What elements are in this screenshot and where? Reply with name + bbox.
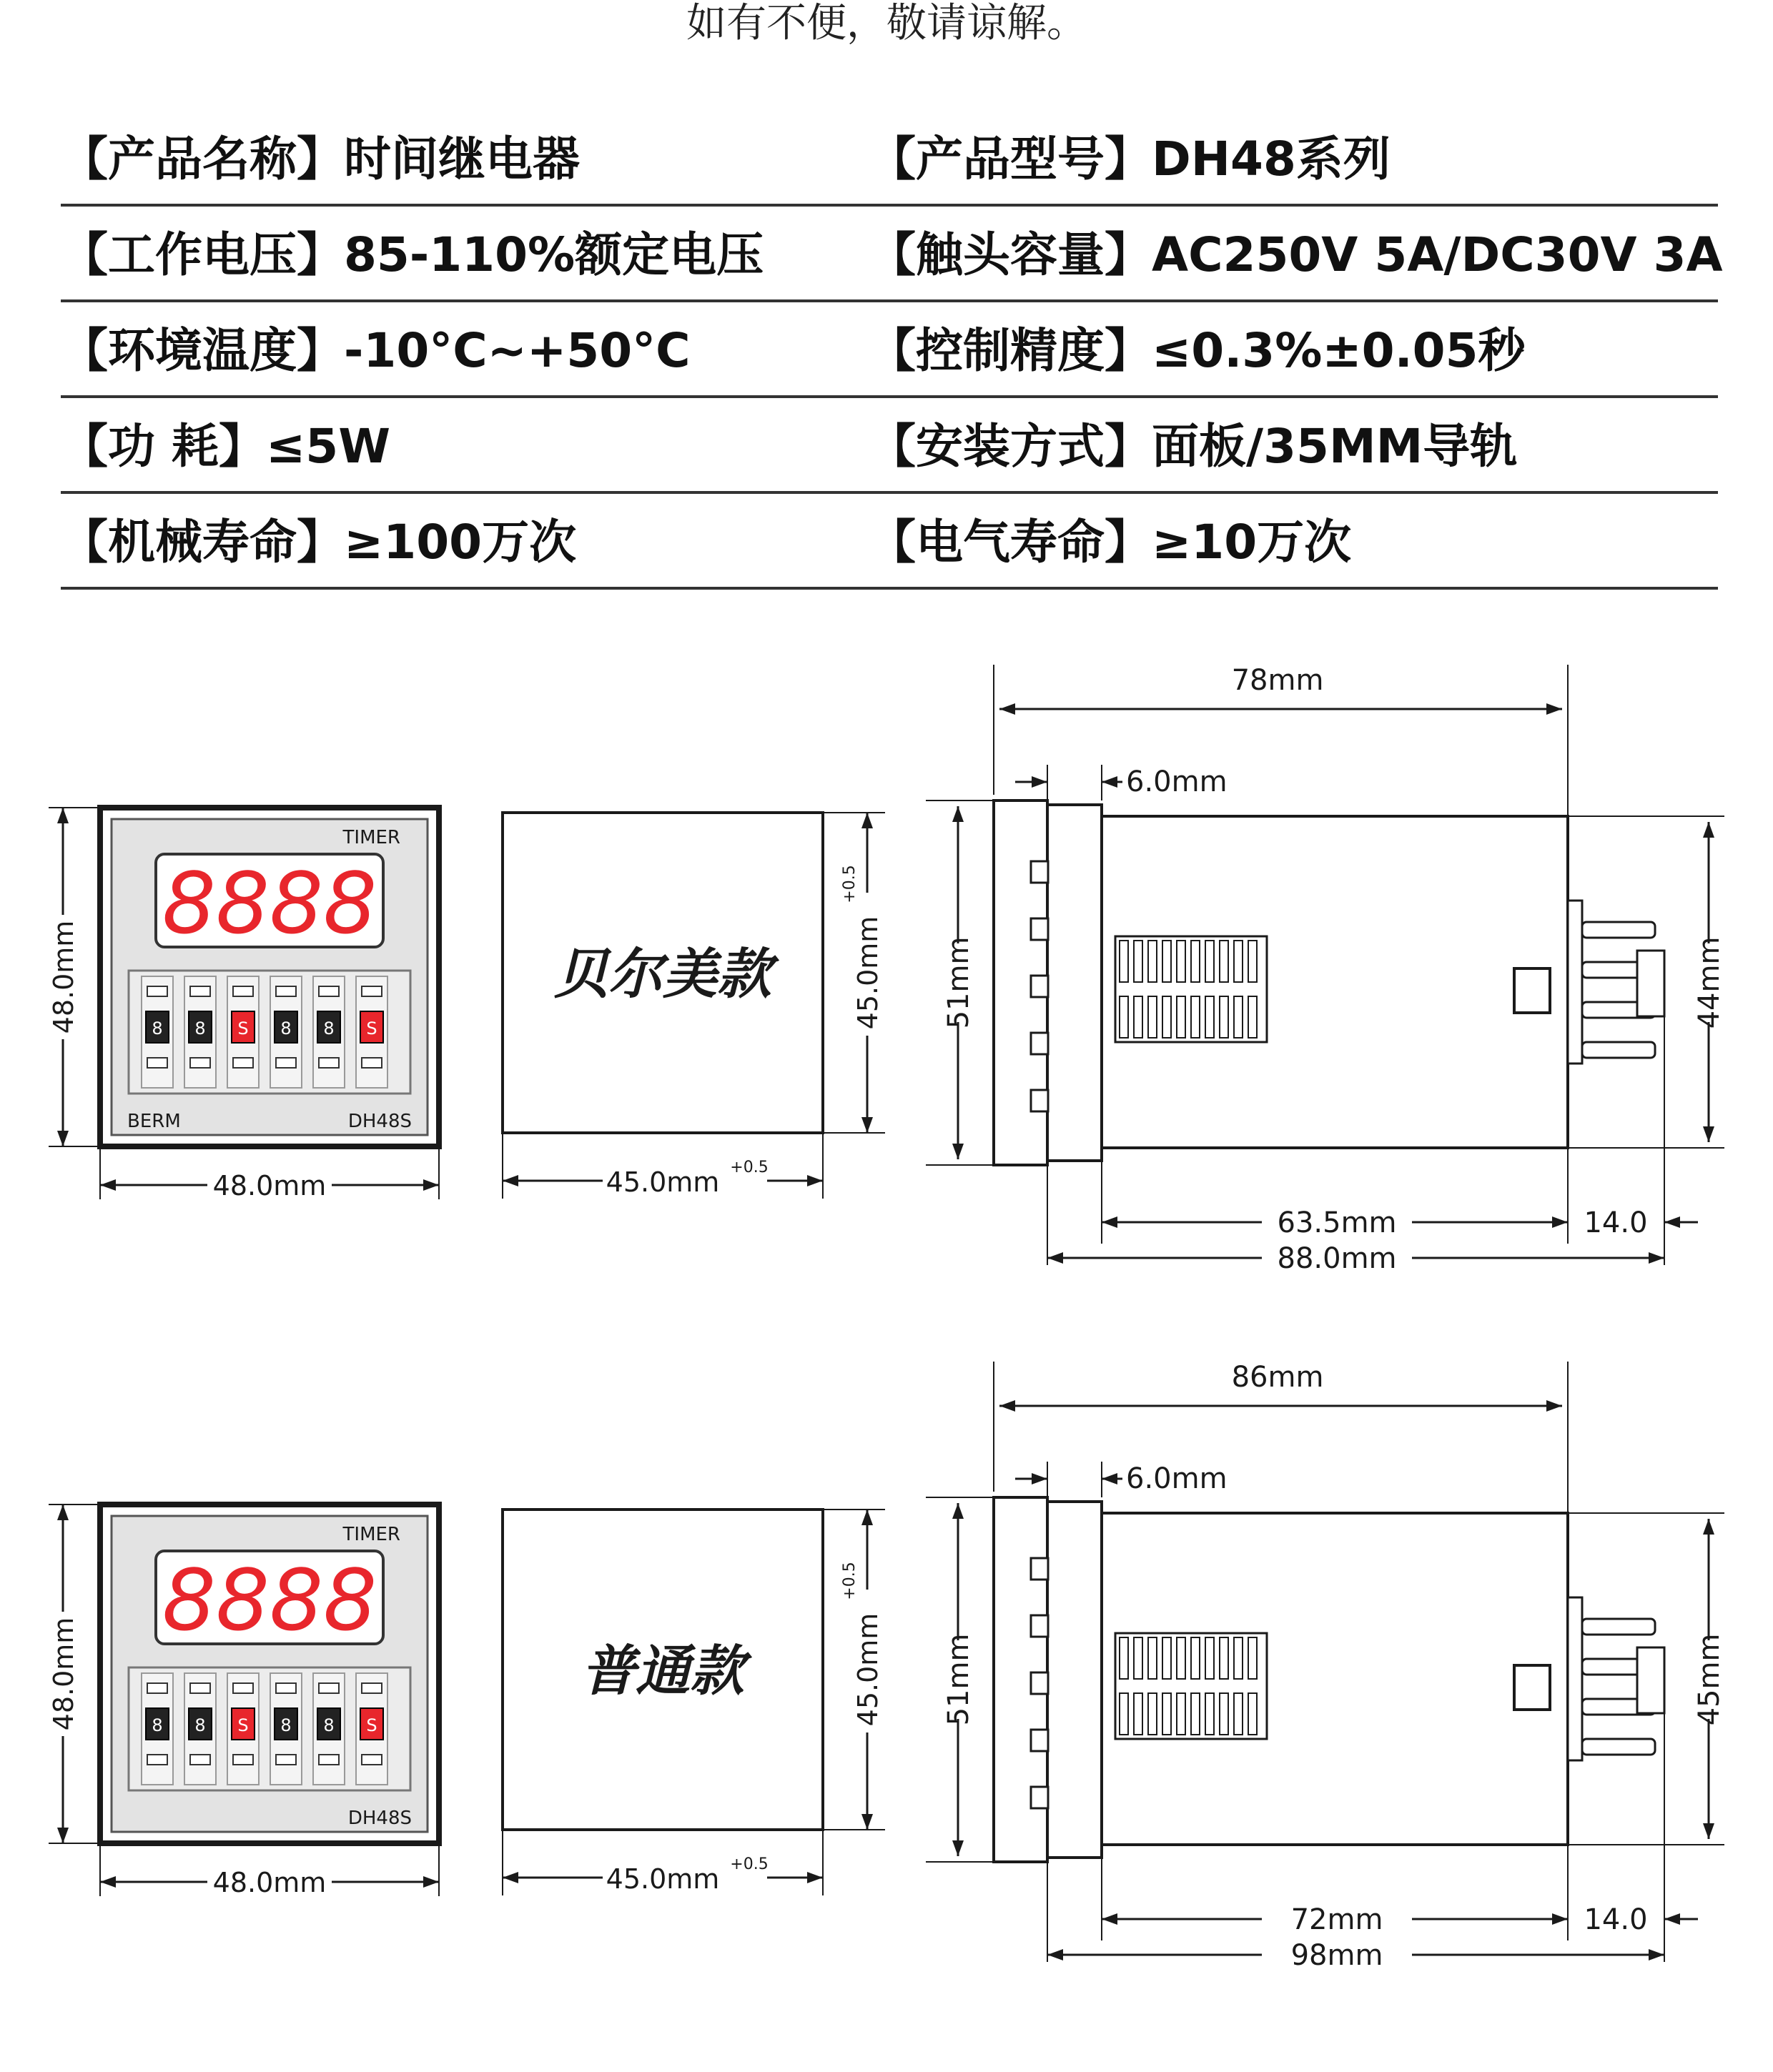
spec-cell bbox=[61, 512, 576, 572]
vent-slot bbox=[1162, 1693, 1171, 1735]
spec-label: 【安装方式】 bbox=[869, 419, 1152, 474]
vent-slot bbox=[1162, 996, 1171, 1038]
spec-value: DH48系列 bbox=[1152, 132, 1391, 187]
vent-slot bbox=[1134, 941, 1142, 982]
arrow-head bbox=[999, 703, 1015, 715]
spec-row bbox=[61, 207, 1723, 302]
vent-slot bbox=[1120, 941, 1128, 982]
up-button bbox=[362, 1683, 382, 1693]
side-pin-label: 14.0 bbox=[1584, 1903, 1648, 1936]
spec-value: -10°C~+50°C bbox=[344, 323, 691, 378]
arrow-head bbox=[1047, 1949, 1063, 1961]
digit-value: 8 bbox=[323, 1018, 335, 1039]
arrow-head bbox=[952, 1144, 964, 1159]
vent-slot bbox=[1248, 1693, 1257, 1735]
vent-slot bbox=[1177, 996, 1185, 1038]
cutout-width-label: 45.0mm bbox=[606, 1863, 720, 1895]
model-label: DH48S bbox=[347, 1111, 412, 1132]
arrow-head bbox=[423, 1179, 439, 1191]
arrow-head bbox=[57, 1505, 69, 1520]
arrow-head bbox=[1703, 1126, 1714, 1142]
up-button bbox=[233, 986, 253, 996]
digit-value: 8 bbox=[280, 1018, 292, 1039]
vent-slot bbox=[1120, 996, 1128, 1038]
spec-cell bbox=[61, 225, 764, 285]
up-button bbox=[147, 986, 167, 996]
spec-value: AC250V 5A/DC30V 3A bbox=[1152, 227, 1723, 282]
up-button bbox=[276, 986, 296, 996]
side-flange-label: 6.0mm bbox=[1126, 1462, 1228, 1495]
digit-value: 8 bbox=[194, 1018, 206, 1039]
brand-logo: BERM bbox=[127, 1111, 181, 1132]
down-button bbox=[362, 1058, 382, 1068]
down-button bbox=[362, 1755, 382, 1765]
spec-cell bbox=[61, 417, 390, 477]
arrow-head bbox=[503, 1175, 518, 1186]
vent-slot bbox=[1191, 1637, 1200, 1679]
side-total-label: 78mm bbox=[1231, 664, 1324, 697]
digit-value: S bbox=[366, 1715, 377, 1735]
clip-tab bbox=[1031, 1615, 1048, 1637]
spec-row bbox=[61, 398, 1718, 494]
arrow-head bbox=[1552, 1216, 1568, 1228]
down-button bbox=[233, 1755, 253, 1765]
down-button bbox=[319, 1755, 339, 1765]
digit-value: 8 bbox=[152, 1715, 163, 1735]
arrow-head bbox=[807, 1175, 823, 1186]
digit-value: 8 bbox=[152, 1018, 163, 1039]
vent-slot bbox=[1220, 1693, 1228, 1735]
digit-value: S bbox=[237, 1018, 249, 1039]
down-button bbox=[276, 1058, 296, 1068]
drawing-svg bbox=[0, 1340, 1773, 2069]
arrow-head bbox=[1649, 1252, 1664, 1264]
side-clamp bbox=[1047, 805, 1102, 1161]
arrow-head bbox=[1649, 1949, 1664, 1961]
arrow-head bbox=[1032, 1473, 1047, 1484]
display-digits: 8888 bbox=[162, 1551, 377, 1650]
spec-table bbox=[61, 111, 1723, 590]
side-left-height-label: 51mm bbox=[942, 1633, 975, 1726]
clip-tab bbox=[1031, 861, 1048, 883]
vent-slot bbox=[1248, 996, 1257, 1038]
spec-label: 【电气寿命】 bbox=[869, 515, 1152, 570]
pin-key bbox=[1637, 951, 1664, 1016]
cutout-height-label: 45.0mm bbox=[852, 916, 884, 1030]
up-button bbox=[319, 1683, 339, 1693]
clip-tab bbox=[1031, 918, 1048, 940]
vent-slot bbox=[1148, 1637, 1157, 1679]
vent-slot bbox=[1177, 941, 1185, 982]
arrow-head bbox=[861, 1117, 873, 1133]
arrow-head bbox=[952, 806, 964, 822]
side-flange-label: 6.0mm bbox=[1126, 765, 1228, 798]
spec-label: 【环境温度】 bbox=[61, 323, 344, 378]
spec-label: 【产品型号】 bbox=[869, 132, 1152, 187]
arrow-head bbox=[423, 1876, 439, 1888]
vent-slot bbox=[1248, 1637, 1257, 1679]
digit-value: 8 bbox=[280, 1715, 292, 1735]
arrow-head bbox=[807, 1872, 823, 1883]
up-button bbox=[276, 1683, 296, 1693]
spec-row bbox=[61, 302, 1718, 398]
vent-slot bbox=[1177, 1693, 1185, 1735]
vent-slot bbox=[1220, 941, 1228, 982]
digit-value: S bbox=[237, 1715, 249, 1735]
vent-slot bbox=[1205, 1637, 1214, 1679]
spec-cell bbox=[869, 225, 1723, 285]
arrow-head bbox=[100, 1876, 116, 1888]
front-height-label: 48.0mm bbox=[48, 920, 79, 1034]
spec-value: ≥100万次 bbox=[344, 515, 577, 570]
side-window bbox=[1514, 968, 1550, 1013]
vent-slot bbox=[1191, 941, 1200, 982]
arrow-head bbox=[1047, 1252, 1063, 1264]
side-overall-label: 88.0mm bbox=[1277, 1242, 1397, 1275]
vent-slot bbox=[1134, 1693, 1142, 1735]
cutout-width-tolerance: +0.5 bbox=[730, 1855, 769, 1873]
cutout-height-tolerance: +0.5 bbox=[841, 1562, 859, 1600]
timer-label: TIMER bbox=[342, 827, 400, 848]
arrow-head bbox=[861, 1510, 873, 1525]
front-width-label: 48.0mm bbox=[212, 1170, 327, 1201]
display-digits: 8888 bbox=[162, 854, 377, 953]
vent-slot bbox=[1134, 996, 1142, 1038]
arrow-head bbox=[1032, 776, 1047, 788]
spec-label: 【控制精度】 bbox=[869, 323, 1152, 378]
spec-row bbox=[61, 494, 1718, 590]
up-button bbox=[190, 1683, 210, 1693]
arrow-head bbox=[1102, 1216, 1117, 1228]
vent-slot bbox=[1191, 996, 1200, 1038]
clip-tab bbox=[1031, 1672, 1048, 1694]
spec-row bbox=[61, 111, 1718, 207]
vent-slot bbox=[1177, 1637, 1185, 1679]
vent-slot bbox=[1220, 1637, 1228, 1679]
arrow-head bbox=[503, 1872, 518, 1883]
vent-slot bbox=[1220, 996, 1228, 1038]
cutout-title: 普通款 bbox=[581, 1639, 744, 1702]
vent-slot bbox=[1248, 941, 1257, 982]
clip-tab bbox=[1031, 1558, 1048, 1580]
front-height-label: 48.0mm bbox=[48, 1617, 79, 1731]
side-body-label: 72mm bbox=[1290, 1903, 1383, 1936]
spec-label: 【产品名称】 bbox=[61, 132, 344, 187]
side-overall-label: 98mm bbox=[1290, 1939, 1383, 1972]
spec-label: 【功 耗】 bbox=[61, 419, 266, 474]
arrow-head bbox=[1552, 1913, 1568, 1925]
side-clamp bbox=[1047, 1502, 1102, 1858]
vent-slot bbox=[1191, 1693, 1200, 1735]
side-left-height-label: 51mm bbox=[942, 936, 975, 1029]
vent-slot bbox=[1148, 996, 1157, 1038]
dimension-drawing-standard bbox=[0, 1340, 1773, 2069]
up-button bbox=[233, 1683, 253, 1693]
clip-tab bbox=[1031, 1033, 1048, 1054]
side-body-label: 63.5mm bbox=[1277, 1206, 1397, 1239]
vent-slot bbox=[1162, 1637, 1171, 1679]
notice-text: 如有不便，敬请谅解。 bbox=[686, 0, 1087, 46]
down-button bbox=[319, 1058, 339, 1068]
arrow-head bbox=[100, 1179, 116, 1191]
digit-value: 8 bbox=[194, 1715, 206, 1735]
connector-pin bbox=[1582, 1739, 1655, 1755]
cutout-width-tolerance: +0.5 bbox=[730, 1159, 769, 1176]
spec-value: 85-110%额定电压 bbox=[344, 227, 764, 282]
spec-value: 时间继电器 bbox=[344, 132, 580, 187]
arrow-head bbox=[999, 1400, 1015, 1412]
clip-tab bbox=[1031, 1090, 1048, 1111]
vent-slot bbox=[1205, 1693, 1214, 1735]
spec-cell bbox=[61, 129, 580, 189]
spec-value: ≥10万次 bbox=[1152, 515, 1352, 570]
up-button bbox=[319, 986, 339, 996]
pin-base bbox=[1568, 1597, 1582, 1760]
up-button bbox=[362, 986, 382, 996]
spec-label: 【机械寿命】 bbox=[61, 515, 344, 570]
vent-slot bbox=[1234, 1637, 1243, 1679]
arrow-head bbox=[952, 1503, 964, 1519]
arrow-head bbox=[1703, 1823, 1714, 1839]
spec-label: 【工作电压】 bbox=[61, 227, 344, 282]
drawing-svg bbox=[0, 643, 1773, 1372]
side-pin-label: 14.0 bbox=[1584, 1206, 1648, 1239]
down-button bbox=[276, 1755, 296, 1765]
spec-value: 面板/35MM导轨 bbox=[1152, 419, 1518, 474]
arrow-head bbox=[1102, 1913, 1117, 1925]
arrow-head bbox=[57, 1131, 69, 1146]
digit-value: 8 bbox=[323, 1715, 335, 1735]
arrow-head bbox=[57, 808, 69, 823]
arrow-head bbox=[1546, 1400, 1562, 1412]
spec-cell bbox=[869, 512, 1351, 572]
model-label: DH48S bbox=[347, 1808, 412, 1829]
clip-tab bbox=[1031, 1787, 1048, 1808]
vent-slot bbox=[1148, 1693, 1157, 1735]
up-button bbox=[147, 1683, 167, 1693]
clip-tab bbox=[1031, 1730, 1048, 1751]
arrow-head bbox=[952, 1840, 964, 1856]
vent-slot bbox=[1134, 1637, 1142, 1679]
vent-slot bbox=[1162, 941, 1171, 982]
down-button bbox=[147, 1058, 167, 1068]
arrow-head bbox=[1546, 703, 1562, 715]
vent-slot bbox=[1205, 996, 1214, 1038]
connector-pin bbox=[1582, 1042, 1655, 1058]
vent-slot bbox=[1234, 996, 1243, 1038]
side-right-height-label: 45mm bbox=[1693, 1633, 1726, 1726]
connector-pin bbox=[1582, 1619, 1655, 1635]
front-width-label: 48.0mm bbox=[212, 1867, 327, 1898]
down-button bbox=[147, 1755, 167, 1765]
arrow-head bbox=[861, 813, 873, 828]
vent-slot bbox=[1234, 1693, 1243, 1735]
side-right-height-label: 44mm bbox=[1693, 936, 1726, 1029]
spec-value: ≤5W bbox=[265, 419, 391, 474]
side-total-label: 86mm bbox=[1231, 1361, 1324, 1394]
vent-slot bbox=[1120, 1637, 1128, 1679]
cutout-width-label: 45.0mm bbox=[606, 1166, 720, 1198]
spec-cell bbox=[869, 321, 1526, 381]
spec-cell bbox=[61, 321, 691, 381]
down-button bbox=[190, 1755, 210, 1765]
side-window bbox=[1514, 1665, 1550, 1710]
up-button bbox=[190, 986, 210, 996]
spec-label: 【触头容量】 bbox=[869, 227, 1152, 282]
cutout-title: 贝尔美款 bbox=[554, 942, 771, 1006]
dimension-drawing-bermey bbox=[0, 643, 1773, 1372]
arrow-head bbox=[57, 1828, 69, 1843]
connector-pin bbox=[1582, 922, 1655, 938]
pin-key bbox=[1637, 1647, 1664, 1713]
spec-value: ≤0.3%±0.05秒 bbox=[1152, 323, 1526, 378]
timer-label: TIMER bbox=[342, 1524, 400, 1545]
vent-slot bbox=[1120, 1693, 1128, 1735]
cutout-height-label: 45.0mm bbox=[852, 1612, 884, 1727]
pin-base bbox=[1568, 901, 1582, 1064]
arrow-head bbox=[1703, 1519, 1714, 1535]
clip-tab bbox=[1031, 976, 1048, 997]
spec-cell bbox=[869, 129, 1391, 189]
digit-value: S bbox=[366, 1018, 377, 1039]
cutout-height-tolerance: +0.5 bbox=[841, 865, 859, 903]
vent-slot bbox=[1234, 941, 1243, 982]
down-button bbox=[233, 1058, 253, 1068]
down-button bbox=[190, 1058, 210, 1068]
arrow-head bbox=[1703, 822, 1714, 838]
vent-slot bbox=[1148, 941, 1157, 982]
arrow-head bbox=[861, 1814, 873, 1830]
spec-cell bbox=[869, 417, 1517, 477]
vent-slot bbox=[1205, 941, 1214, 982]
